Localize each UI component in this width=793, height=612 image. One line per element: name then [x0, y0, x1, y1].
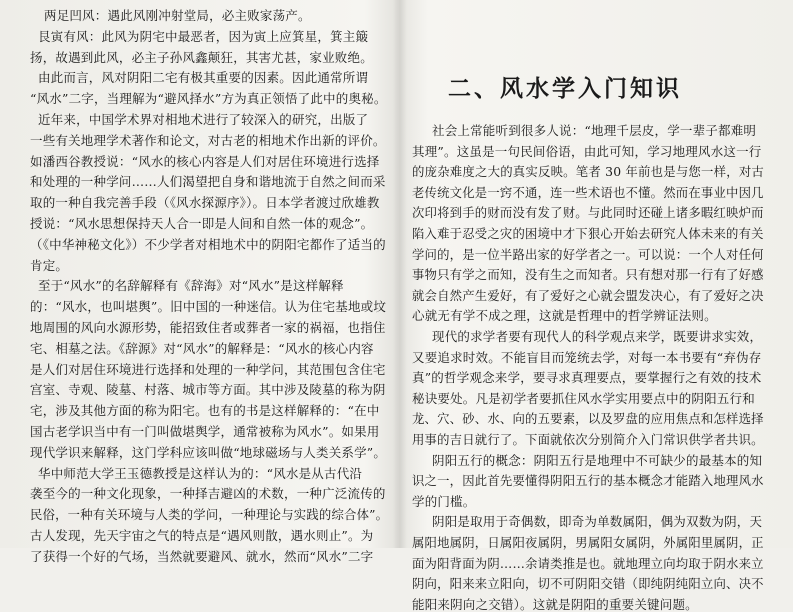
left-line-19: 宫室、寺观、陵墓、村落、城市等方面。其中涉及陵墓的称为阴	[30, 382, 386, 398]
left-line-23: 华中师范大学王玉德教授是这样认为的：“风水是从古代沿	[38, 465, 363, 481]
right-line-17: 阴阳五行的概念：阴阳五行是地理中不可缺少的最基本的知	[432, 452, 763, 468]
right-line-20: 阴阳是取用于奇偶数，即奇为单数属阳，偶为双数为阴，天	[432, 514, 763, 530]
right-line-13: 真”的哲学观念来学，要寻求真理要点，要掌握行之有效的技术	[412, 370, 762, 386]
right-line-16: 用事的吉日就行了。下面就依次分别简介入门常识供学者共识。	[412, 432, 764, 447]
left-line-2: 艮寅有风：此风为阴宅中最恶者，因为寅上应箕星，箕主簸	[38, 28, 369, 44]
left-line-6: 近年来，中国学术界对相地术进行了较深入的研究，出版了	[38, 112, 369, 127]
left-line-16: 地周围的风向水源形势，能招致住者或葬者一家的祸福，也指住	[30, 320, 386, 335]
right-line-6: 陷入难于忍受之灾的困境中才下狠心开始去研究人体未来的有关	[412, 226, 764, 241]
left-line-9: 和处理的一种学问……人们渴望把自身和谐地流于自然之间而采	[30, 174, 386, 190]
right-line-7: 学问的，是一位半路出家的好学者之一。可以说：一个人对任何	[412, 246, 764, 262]
left-line-8: 如潘西谷教授说：“风水的核心内容是人们对居住环境进行选择	[30, 153, 380, 169]
left-line-22: 现代学识来解释，这门学科应该叫做“地球磁场与人类关系学”。	[30, 444, 387, 460]
right-line-11: 现代的求学者要有现代人的科学观点来学，既要讲求实效，	[432, 329, 763, 344]
left-line-21: 国古老学识当中有一门叫做堪舆学，通常被称为风水”。如果用	[30, 424, 380, 439]
left-line-7: 一些有关地理学术著作和论文，对古老的相地术作出新的评价。	[30, 132, 386, 148]
right-line-12: 又要追求时效。不能盲目而笼统去学，对每一本书要有“弃伪存	[412, 349, 762, 365]
left-page	[30, 0, 392, 564]
left-line-4: 由此而言，风对阴阳二宅有极其重要的因素。因此通常所谓	[38, 70, 369, 86]
right-line-18: 识之一，因此首先要懂得阴阳五行的基本概念才能踏入地理风水	[412, 473, 764, 489]
right-line-2: 其理”。这虽是一句民间俗语，由此可知，学习地理风水这一行	[412, 143, 762, 159]
right-line-23: 阴向，阳来来立阳向，切不可阴阳交错（即纯阴纯阳立向、决不	[412, 576, 764, 592]
right-line-10: 心就无有学不成之理，这就是哲理中的哲学辨证法则。	[412, 308, 717, 324]
left-line-26: 古人发现，先天宇宙之气的特点是“遇风则散，遇水则止”。为	[30, 528, 374, 543]
book-gutter	[393, 0, 407, 548]
left-line-14: 至于“风水”的名辞解释有《辞海》对“风水”是这样解释	[38, 278, 344, 294]
right-line-9: 就会自然产生爱好，有了爱好之心就会盟发决心，有了爱好之决	[412, 287, 764, 303]
left-line-3: 扬，故遇到此风，必主子孙风鑫颠狂，其害尤甚，家业败绝。	[30, 49, 373, 65]
left-line-1: 两足凹风：遇此风刚冲射堂局，必主败家荡产。	[44, 8, 311, 23]
left-line-25: 民俗，一种有关环境与人类的学问，一种理论与实践的综合体”。	[30, 507, 389, 523]
left-line-12: （《中华神秘文化》）不少学者对相地术中的阴阳宅都作了适当的	[30, 236, 386, 252]
right-page	[412, 0, 768, 612]
left-line-5: “风水”二字，当理解为“避风择水”方为真正领悟了此中的奥秘。	[30, 91, 387, 107]
left-line-15: 的：“风水，也叫堪舆”。旧中国的一种迷信。认为住宅基地或坟	[30, 299, 387, 315]
right-line-8: 事物只有学之而知，没有生之而知者。只有想对那一行有了好感	[412, 267, 764, 283]
left-line-10: 取的一种自我完善手段（《风水探源序》）。日本学者渡过欣雄教	[30, 195, 380, 211]
right-line-1: 社会上常能听到很多人说：“地理千层皮，学一辈子都难明	[432, 123, 757, 138]
left-line-27: 了获得一个好的气场，当然就要避风、就水，然而“风水”二字	[30, 548, 374, 564]
left-line-20: 宅，涉及其他方面的称为阳宅。也有的书是这样解释的：“在中	[30, 403, 380, 419]
left-line-18: 是人们对居住环境进行选择和处理的一种学问，其范围包含住宅	[30, 361, 386, 377]
right-line-5: 次印将到手的财而没有发了财。与此同时还碰上诸多暇红映炉而	[412, 205, 764, 221]
right-line-21: 属阳地属阴，日属阳夜属阴，男属阳女属阴，外属阳里属阴，正	[412, 535, 764, 550]
left-line-24: 袭至今的一种文化现象，一种择吉避凶的术数，一种广泛流传的	[30, 486, 386, 502]
left-line-13: 肯定。	[30, 257, 69, 273]
right-line-24: 能阳来阴向之交错）。这就是阴阳的重要关键问题。	[412, 596, 698, 612]
right-line-19: 学的门槛。	[412, 493, 476, 509]
right-line-22: 面为阳背面为阴……余请类推是也。就地理立向均取于阴水来立	[412, 555, 764, 571]
section-title: 二、风水学入门知识	[448, 76, 682, 102]
right-line-15: 龙、穴、砂、水、向的五要素，以及罗盘的应用焦点和怎样选择	[412, 411, 764, 427]
right-line-3: 的庞杂难度之大的真实反映。笔者 30 年前也是与您一样，对古	[412, 164, 765, 180]
left-line-11: 授说：“风水思想保持天人合一即是人间和自然一体的观念”。	[30, 216, 374, 231]
right-line-4: 老传统文化是一窍不通，连一些术语也不懂。然而在事业中因几	[412, 184, 764, 200]
left-line-17: 宅、相墓之法。《辞源》对“风水”的解释是：“风水的核心内容	[30, 340, 374, 356]
right-line-14: 秘诀要处。凡是初学者要抓住风水学实用要点中的阴阳五行和	[412, 390, 755, 406]
